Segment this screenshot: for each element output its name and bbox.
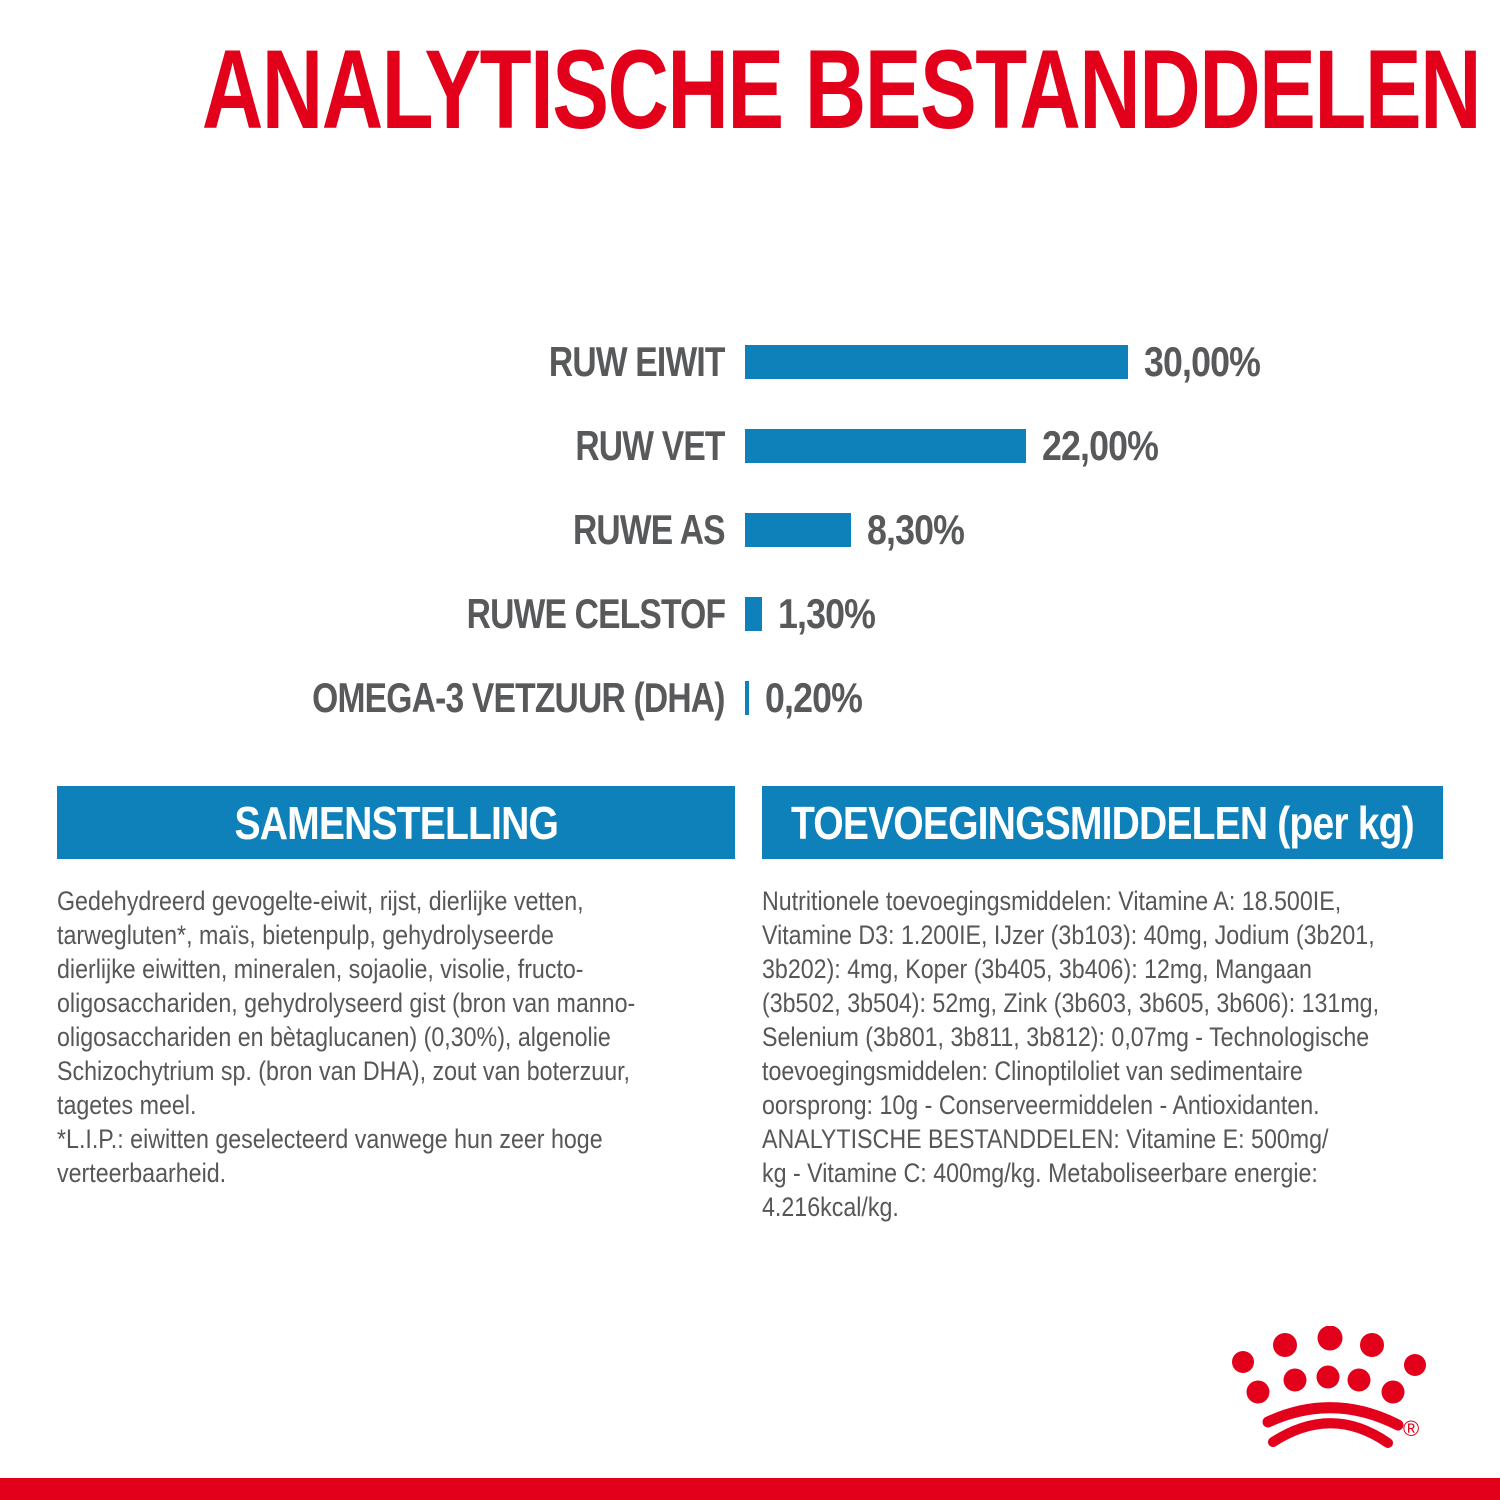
- bar-value: 8,30%: [867, 506, 964, 553]
- text-line: verteerbaarheid.: [57, 1158, 227, 1188]
- registered-mark: ®: [1403, 1416, 1420, 1441]
- bar-label: RUW VET: [575, 422, 725, 469]
- text-line: Vitamine D3: 1.200IE, IJzer (3b103): 40mg, Jodium (3b201,: [762, 920, 1375, 950]
- composition-text: [57, 884, 735, 1190]
- text-line: tagetes meel.: [57, 1090, 197, 1120]
- text-line: 4.216kcal/kg.: [762, 1192, 899, 1222]
- bar-label: RUWE CELSTOF: [466, 590, 725, 637]
- bar: [745, 513, 851, 547]
- bar: [745, 597, 762, 631]
- bar-value: 22,00%: [1042, 422, 1158, 469]
- bar-row: [0, 488, 1500, 572]
- additives-text: [762, 884, 1443, 1224]
- page-title: ANALYTISCHE BESTANDDELEN: [201, 27, 1481, 152]
- text-line: ANALYTISCHE BESTANDDELEN: Vitamine E: 500mg/: [762, 1124, 1329, 1154]
- bar-value: 30,00%: [1144, 338, 1260, 385]
- bar-value: 1,30%: [778, 590, 875, 637]
- bar-value: 0,20%: [765, 674, 862, 721]
- text-line: dierlijke eiwitten, mineralen, sojaolie, visolie, fructo-: [57, 954, 584, 984]
- bar-label: OMEGA-3 VETZUUR (DHA): [312, 674, 725, 721]
- text-line: oligosacchariden en bètaglucanen) (0,30%), algenolie: [57, 1022, 611, 1052]
- text-line: toevoegingsmiddelen: Clinoptiloliet van sedimentaire: [762, 1056, 1303, 1086]
- bar: [745, 429, 1026, 463]
- bar-row: [0, 404, 1500, 488]
- text-line: *L.I.P.: eiwitten geselecteerd vanwege hun zeer hoge: [57, 1124, 603, 1154]
- text-line: Selenium (3b801, 3b811, 3b812): 0,07mg - Technologische: [762, 1022, 1370, 1052]
- text-line: oorsprong: 10g - Conserveermiddelen - Antioxidanten.: [762, 1090, 1320, 1120]
- bar-row: [0, 320, 1500, 404]
- text-line: kg - Vitamine C: 400mg/kg. Metaboliseerbare energie:: [762, 1158, 1318, 1188]
- text-line: Nutritionele toevoegingsmiddelen: Vitamine A: 18.500IE,: [762, 886, 1342, 916]
- royal-canin-crown-icon: [1228, 1326, 1453, 1460]
- text-line: 3b202): 4mg, Koper (3b405, 3b406): 12mg, Mangaan: [762, 954, 1312, 984]
- bar: [745, 345, 1128, 379]
- additives-header: TOEVOEGINGSMIDDELEN (per kg): [762, 786, 1443, 859]
- text-line: Schizochytrium sp. (bron van DHA), zout van boterzuur,: [57, 1056, 631, 1086]
- footer-red-bar: [0, 1478, 1500, 1500]
- text-line: (3b502, 3b504): 52mg, Zink (3b603, 3b605, 3b606): 131mg,: [762, 988, 1380, 1018]
- bar-label: RUWE AS: [573, 506, 725, 553]
- bar-label: RUW EIWIT: [549, 338, 725, 385]
- analytical-constituents-chart: [0, 320, 1500, 740]
- text-line: tarwegluten*, maïs, bietenpulp, gehydrolyseerde: [57, 920, 554, 950]
- composition-header: SAMENSTELLING: [57, 786, 735, 859]
- text-line: Gedehydreerd gevogelte-eiwit, rijst, dierlijke vetten,: [57, 886, 584, 916]
- bar-row: [0, 656, 1500, 740]
- bar-row: [0, 572, 1500, 656]
- bar: [745, 681, 749, 715]
- text-line: oligosacchariden, gehydrolyseerd gist (bron van manno-: [57, 988, 636, 1018]
